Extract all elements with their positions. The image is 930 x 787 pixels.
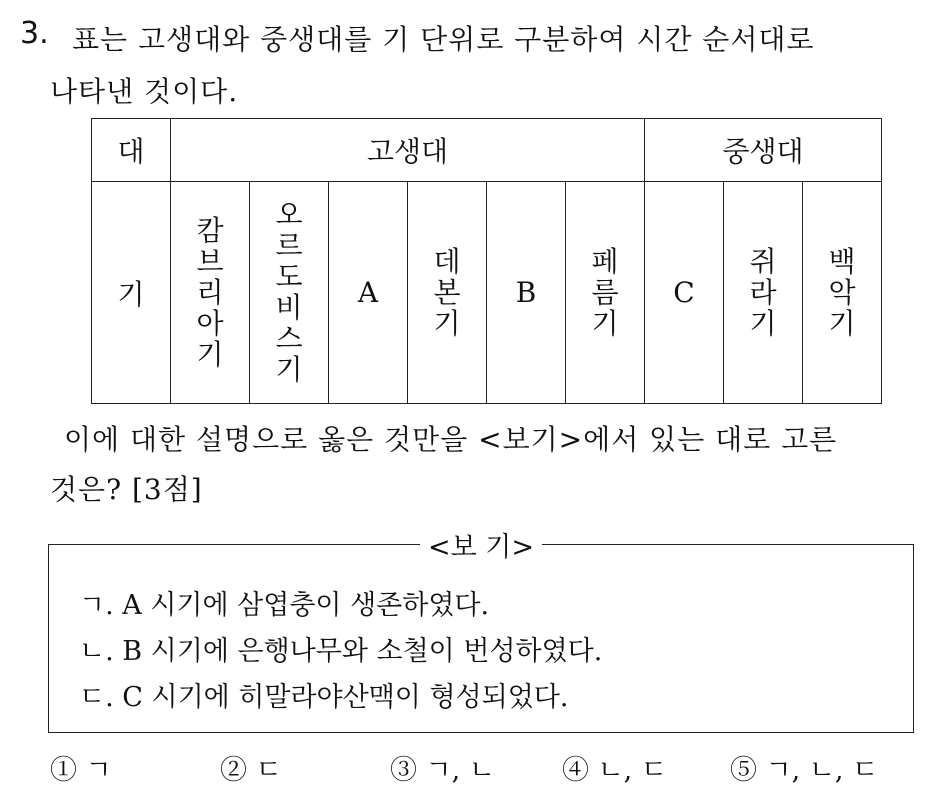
choice-3[interactable]: ③ ㄱ, ㄴ (390, 755, 495, 786)
period-cretaceous: 백악기 (828, 244, 856, 340)
choice-4[interactable]: ④ ㄴ, ㄷ (562, 755, 667, 786)
period-cell (329, 182, 408, 404)
question-number: 3. (20, 16, 49, 51)
era-paleozoic: 고생대 (171, 119, 645, 182)
period-row (92, 182, 882, 404)
prompt-line2: 것은? [3점] (50, 473, 203, 506)
period-cell (566, 182, 645, 404)
bogi-item: ㄴ. B 시기에 은행나무와 소철이 번성하였다. (79, 636, 603, 667)
period-cell (408, 182, 487, 404)
period-cell (487, 182, 566, 404)
period-ordovician: 오르도비스기 (275, 198, 303, 386)
period-cell (803, 182, 882, 404)
period-jurassic: 쥐라기 (749, 244, 777, 340)
bogi-item: ㄱ. A 시기에 삼엽충이 생존하였다. (79, 590, 490, 621)
prompt-line1: 이에 대한 설명으로 옳은 것만을 <보기>에서 있는 대로 고른 (64, 423, 838, 456)
period-permian: 페름기 (591, 244, 619, 340)
period-label: 기 (92, 182, 171, 404)
question-text-line2: 나타낸 것이다. (50, 75, 239, 108)
question-text-line1: 표는 고생대와 중생대를 기 단위로 구분하여 시간 순서대로 (72, 23, 815, 56)
choice-2[interactable]: ② ㄷ (220, 755, 282, 786)
bogi-box (48, 532, 914, 733)
choice-5[interactable]: ⑤ ㄱ, ㄴ, ㄷ (730, 755, 879, 786)
period-b: B (515, 276, 537, 309)
period-devonian: 데본기 (433, 244, 461, 340)
period-cambrian: 캄브리아기 (196, 213, 224, 371)
period-cell (645, 182, 724, 404)
geologic-time-table (91, 118, 882, 404)
period-cell (171, 182, 250, 404)
choice-1[interactable]: ① ㄱ (50, 755, 112, 786)
era-label: 대 (92, 119, 171, 182)
period-cell (724, 182, 803, 404)
era-mesozoic: 중생대 (645, 119, 882, 182)
period-cell (250, 182, 329, 404)
period-a: A (357, 276, 379, 309)
period-c: C (673, 276, 695, 309)
era-row (92, 119, 882, 182)
bogi-title: <보 기> (420, 525, 542, 564)
bogi-item: ㄷ. C 시기에 히말라야산맥이 형성되었다. (79, 682, 569, 713)
